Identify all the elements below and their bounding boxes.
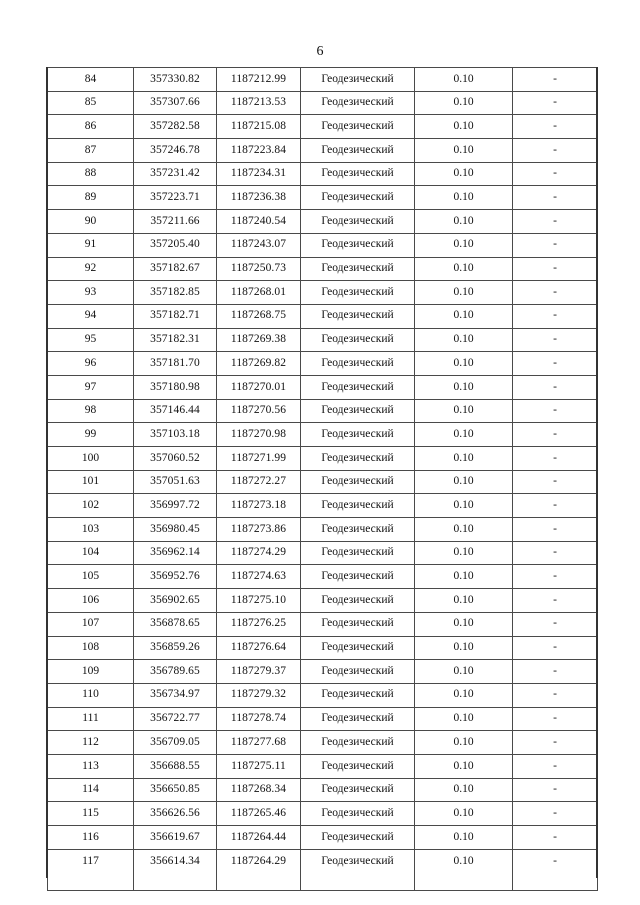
table-row (48, 352, 598, 376)
point-number-cell: 92 (48, 257, 134, 281)
x-coordinate-cell: 357182.71 (134, 304, 217, 328)
point-number-cell: 116 (48, 826, 134, 850)
y-coordinate-cell: 1187264.44 (217, 826, 301, 850)
accuracy-cell: 0.10 (415, 162, 513, 186)
x-coordinate-cell: 356962.14 (134, 541, 217, 565)
table-row (48, 660, 598, 684)
description-cell: - (513, 636, 598, 660)
y-coordinate-cell: 1187236.38 (217, 186, 301, 210)
accuracy-cell: 0.10 (415, 518, 513, 542)
x-coordinate-cell: 357182.85 (134, 281, 217, 305)
point-number-cell: 113 (48, 754, 134, 778)
method-cell: Геодезический (301, 494, 415, 518)
x-coordinate-cell: 357330.82 (134, 68, 217, 92)
accuracy-cell: 0.10 (415, 660, 513, 684)
method-cell: Геодезический (301, 589, 415, 613)
point-number-cell: 108 (48, 636, 134, 660)
table-row (48, 162, 598, 186)
y-coordinate-cell: 1187223.84 (217, 139, 301, 163)
x-coordinate-cell: 356688.55 (134, 754, 217, 778)
method-cell: Геодезический (301, 139, 415, 163)
table-row (48, 423, 598, 447)
point-number-cell: 104 (48, 541, 134, 565)
point-number-cell: 105 (48, 565, 134, 589)
table-row (48, 849, 598, 890)
point-number-cell: 115 (48, 802, 134, 826)
accuracy-cell: 0.10 (415, 210, 513, 234)
accuracy-cell: 0.10 (415, 375, 513, 399)
description-cell: - (513, 328, 598, 352)
description-cell: - (513, 423, 598, 447)
method-cell: Геодезический (301, 636, 415, 660)
accuracy-cell: 0.10 (415, 91, 513, 115)
y-coordinate-cell: 1187270.98 (217, 423, 301, 447)
point-number-cell: 85 (48, 91, 134, 115)
accuracy-cell: 0.10 (415, 826, 513, 850)
x-coordinate-cell: 356902.65 (134, 589, 217, 613)
x-coordinate-cell: 356722.77 (134, 707, 217, 731)
table-row (48, 470, 598, 494)
accuracy-cell: 0.10 (415, 849, 513, 890)
point-number-cell: 99 (48, 423, 134, 447)
y-coordinate-cell: 1187274.63 (217, 565, 301, 589)
method-cell: Геодезический (301, 233, 415, 257)
table-row (48, 565, 598, 589)
method-cell: Геодезический (301, 281, 415, 305)
y-coordinate-cell: 1187268.75 (217, 304, 301, 328)
method-cell: Геодезический (301, 375, 415, 399)
x-coordinate-cell: 356614.34 (134, 849, 217, 890)
method-cell: Геодезический (301, 754, 415, 778)
description-cell: - (513, 660, 598, 684)
x-coordinate-cell: 356626.56 (134, 802, 217, 826)
accuracy-cell: 0.10 (415, 731, 513, 755)
description-cell: - (513, 518, 598, 542)
y-coordinate-cell: 1187276.64 (217, 636, 301, 660)
accuracy-cell: 0.10 (415, 447, 513, 471)
table-left-border (46, 67, 48, 878)
x-coordinate-cell: 356997.72 (134, 494, 217, 518)
accuracy-cell: 0.10 (415, 683, 513, 707)
method-cell: Геодезический (301, 518, 415, 542)
x-coordinate-cell: 357307.66 (134, 91, 217, 115)
method-cell: Геодезический (301, 565, 415, 589)
table-row (48, 233, 598, 257)
y-coordinate-cell: 1187275.10 (217, 589, 301, 613)
method-cell: Геодезический (301, 399, 415, 423)
point-number-cell: 88 (48, 162, 134, 186)
x-coordinate-cell: 356789.65 (134, 660, 217, 684)
description-cell: - (513, 754, 598, 778)
table-row (48, 139, 598, 163)
method-cell: Геодезический (301, 541, 415, 565)
x-coordinate-cell: 357103.18 (134, 423, 217, 447)
accuracy-cell: 0.10 (415, 257, 513, 281)
table-row (48, 304, 598, 328)
method-cell: Геодезический (301, 210, 415, 234)
point-number-cell: 84 (48, 68, 134, 92)
table-row (48, 210, 598, 234)
method-cell: Геодезический (301, 802, 415, 826)
point-number-cell: 110 (48, 683, 134, 707)
description-cell: - (513, 281, 598, 305)
table-row (48, 447, 598, 471)
point-number-cell: 98 (48, 399, 134, 423)
y-coordinate-cell: 1187273.86 (217, 518, 301, 542)
accuracy-cell: 0.10 (415, 139, 513, 163)
point-number-cell: 93 (48, 281, 134, 305)
y-coordinate-cell: 1187277.68 (217, 731, 301, 755)
description-cell: - (513, 447, 598, 471)
description-cell: - (513, 707, 598, 731)
description-cell: - (513, 731, 598, 755)
point-number-cell: 91 (48, 233, 134, 257)
point-number-cell: 96 (48, 352, 134, 376)
y-coordinate-cell: 1187278.74 (217, 707, 301, 731)
description-cell: - (513, 139, 598, 163)
description-cell: - (513, 826, 598, 850)
method-cell: Геодезический (301, 612, 415, 636)
point-number-cell: 97 (48, 375, 134, 399)
table-row (48, 589, 598, 613)
point-number-cell: 106 (48, 589, 134, 613)
y-coordinate-cell: 1187240.54 (217, 210, 301, 234)
point-number-cell: 101 (48, 470, 134, 494)
point-number-cell: 114 (48, 778, 134, 802)
table-row (48, 707, 598, 731)
point-number-cell: 95 (48, 328, 134, 352)
accuracy-cell: 0.10 (415, 541, 513, 565)
description-cell: - (513, 470, 598, 494)
accuracy-cell: 0.10 (415, 778, 513, 802)
method-cell: Геодезический (301, 328, 415, 352)
table-row (48, 683, 598, 707)
point-number-cell: 107 (48, 612, 134, 636)
x-coordinate-cell: 356709.05 (134, 731, 217, 755)
table-row (48, 68, 598, 92)
y-coordinate-cell: 1187269.38 (217, 328, 301, 352)
x-coordinate-cell: 357051.63 (134, 470, 217, 494)
point-number-cell: 94 (48, 304, 134, 328)
y-coordinate-cell: 1187268.34 (217, 778, 301, 802)
x-coordinate-cell: 356859.26 (134, 636, 217, 660)
accuracy-cell: 0.10 (415, 233, 513, 257)
accuracy-cell: 0.10 (415, 470, 513, 494)
y-coordinate-cell: 1187269.82 (217, 352, 301, 376)
y-coordinate-cell: 1187212.99 (217, 68, 301, 92)
table-row (48, 636, 598, 660)
table-row (48, 257, 598, 281)
table-row (48, 826, 598, 850)
method-cell: Геодезический (301, 115, 415, 139)
page-number: 6 (316, 44, 324, 59)
accuracy-cell: 0.10 (415, 352, 513, 376)
point-number-cell: 111 (48, 707, 134, 731)
x-coordinate-cell: 356619.67 (134, 826, 217, 850)
table-row (48, 518, 598, 542)
y-coordinate-cell: 1187234.31 (217, 162, 301, 186)
table-row (48, 612, 598, 636)
x-coordinate-cell: 357205.40 (134, 233, 217, 257)
point-number-cell: 112 (48, 731, 134, 755)
method-cell: Геодезический (301, 707, 415, 731)
x-coordinate-cell: 357180.98 (134, 375, 217, 399)
description-cell: - (513, 352, 598, 376)
table-row (48, 186, 598, 210)
table-row (48, 328, 598, 352)
point-number-cell: 87 (48, 139, 134, 163)
table-row (48, 281, 598, 305)
accuracy-cell: 0.10 (415, 115, 513, 139)
method-cell: Геодезический (301, 352, 415, 376)
accuracy-cell: 0.10 (415, 802, 513, 826)
description-cell: - (513, 399, 598, 423)
method-cell: Геодезический (301, 683, 415, 707)
method-cell: Геодезический (301, 91, 415, 115)
description-cell: - (513, 612, 598, 636)
y-coordinate-cell: 1187250.73 (217, 257, 301, 281)
method-cell: Геодезический (301, 257, 415, 281)
y-coordinate-cell: 1187275.11 (217, 754, 301, 778)
method-cell: Геодезический (301, 162, 415, 186)
y-coordinate-cell: 1187276.25 (217, 612, 301, 636)
x-coordinate-cell: 357211.66 (134, 210, 217, 234)
description-cell: - (513, 541, 598, 565)
method-cell: Геодезический (301, 186, 415, 210)
method-cell: Геодезический (301, 849, 415, 890)
table-row (48, 91, 598, 115)
point-number-cell: 90 (48, 210, 134, 234)
description-cell: - (513, 162, 598, 186)
method-cell: Геодезический (301, 660, 415, 684)
x-coordinate-cell: 356734.97 (134, 683, 217, 707)
table-row (48, 731, 598, 755)
y-coordinate-cell: 1187264.29 (217, 849, 301, 890)
point-number-cell: 102 (48, 494, 134, 518)
y-coordinate-cell: 1187215.08 (217, 115, 301, 139)
point-number-cell: 103 (48, 518, 134, 542)
x-coordinate-cell: 357231.42 (134, 162, 217, 186)
y-coordinate-cell: 1187270.01 (217, 375, 301, 399)
accuracy-cell: 0.10 (415, 328, 513, 352)
x-coordinate-cell: 357246.78 (134, 139, 217, 163)
table-row (48, 778, 598, 802)
x-coordinate-cell: 357181.70 (134, 352, 217, 376)
coordinates-table (47, 67, 598, 891)
y-coordinate-cell: 1187272.27 (217, 470, 301, 494)
description-cell: - (513, 683, 598, 707)
description-cell: - (513, 304, 598, 328)
x-coordinate-cell: 356980.45 (134, 518, 217, 542)
accuracy-cell: 0.10 (415, 589, 513, 613)
x-coordinate-cell: 357223.71 (134, 186, 217, 210)
accuracy-cell: 0.10 (415, 186, 513, 210)
accuracy-cell: 0.10 (415, 423, 513, 447)
y-coordinate-cell: 1187279.37 (217, 660, 301, 684)
x-coordinate-cell: 356878.65 (134, 612, 217, 636)
x-coordinate-cell: 356952.76 (134, 565, 217, 589)
y-coordinate-cell: 1187279.32 (217, 683, 301, 707)
method-cell: Геодезический (301, 778, 415, 802)
table-row (48, 115, 598, 139)
x-coordinate-cell: 357182.67 (134, 257, 217, 281)
table-row (48, 399, 598, 423)
description-cell: - (513, 68, 598, 92)
x-coordinate-cell: 357060.52 (134, 447, 217, 471)
x-coordinate-cell: 357182.31 (134, 328, 217, 352)
description-cell: - (513, 778, 598, 802)
accuracy-cell: 0.10 (415, 612, 513, 636)
accuracy-cell: 0.10 (415, 399, 513, 423)
description-cell: - (513, 849, 598, 890)
method-cell: Геодезический (301, 68, 415, 92)
x-coordinate-cell: 357282.58 (134, 115, 217, 139)
description-cell: - (513, 565, 598, 589)
description-cell: - (513, 375, 598, 399)
y-coordinate-cell: 1187268.01 (217, 281, 301, 305)
accuracy-cell: 0.10 (415, 494, 513, 518)
point-number-cell: 86 (48, 115, 134, 139)
description-cell: - (513, 91, 598, 115)
x-coordinate-cell: 357146.44 (134, 399, 217, 423)
description-cell: - (513, 233, 598, 257)
y-coordinate-cell: 1187265.46 (217, 802, 301, 826)
method-cell: Геодезический (301, 731, 415, 755)
accuracy-cell: 0.10 (415, 707, 513, 731)
description-cell: - (513, 115, 598, 139)
point-number-cell: 117 (48, 849, 134, 890)
description-cell: - (513, 186, 598, 210)
description-cell: - (513, 257, 598, 281)
accuracy-cell: 0.10 (415, 68, 513, 92)
y-coordinate-cell: 1187270.56 (217, 399, 301, 423)
description-cell: - (513, 802, 598, 826)
method-cell: Геодезический (301, 423, 415, 447)
point-number-cell: 109 (48, 660, 134, 684)
table-row (48, 754, 598, 778)
accuracy-cell: 0.10 (415, 636, 513, 660)
description-cell: - (513, 494, 598, 518)
method-cell: Геодезический (301, 826, 415, 850)
point-number-cell: 89 (48, 186, 134, 210)
y-coordinate-cell: 1187273.18 (217, 494, 301, 518)
accuracy-cell: 0.10 (415, 754, 513, 778)
table-right-border (596, 67, 598, 878)
y-coordinate-cell: 1187271.99 (217, 447, 301, 471)
table-row (48, 375, 598, 399)
accuracy-cell: 0.10 (415, 304, 513, 328)
y-coordinate-cell: 1187274.29 (217, 541, 301, 565)
point-number-cell: 100 (48, 447, 134, 471)
table-row (48, 494, 598, 518)
description-cell: - (513, 210, 598, 234)
method-cell: Геодезический (301, 447, 415, 471)
table-row (48, 802, 598, 826)
y-coordinate-cell: 1187243.07 (217, 233, 301, 257)
accuracy-cell: 0.10 (415, 565, 513, 589)
y-coordinate-cell: 1187213.53 (217, 91, 301, 115)
method-cell: Геодезический (301, 470, 415, 494)
x-coordinate-cell: 356650.85 (134, 778, 217, 802)
accuracy-cell: 0.10 (415, 281, 513, 305)
table-row (48, 541, 598, 565)
description-cell: - (513, 589, 598, 613)
method-cell: Геодезический (301, 304, 415, 328)
coordinates-table-body (48, 68, 598, 891)
